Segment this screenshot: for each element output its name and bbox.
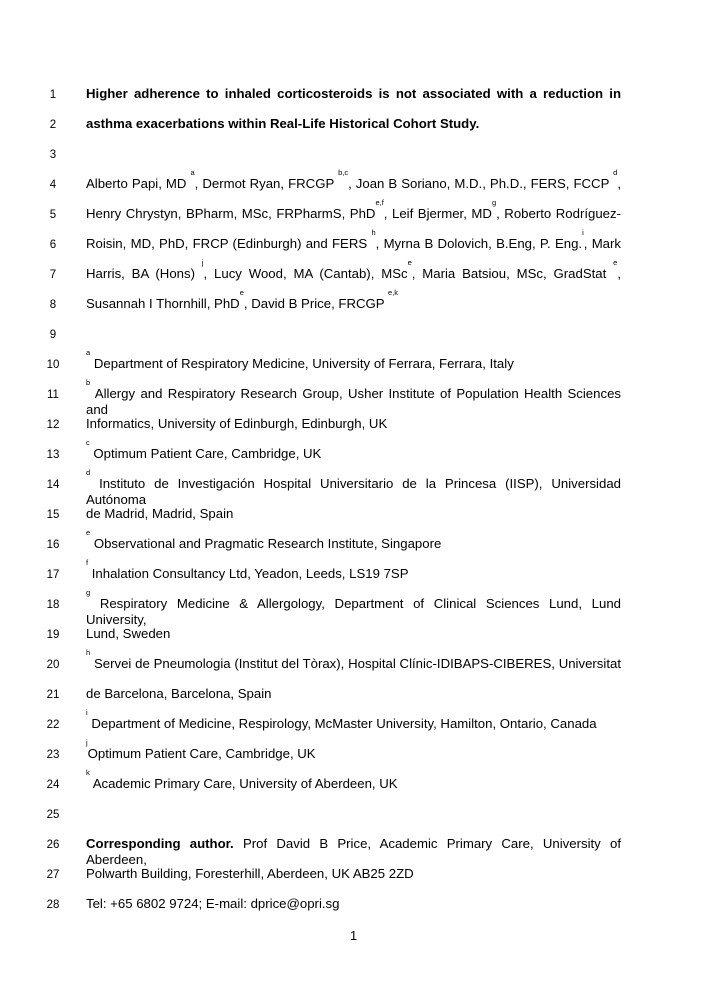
author-line-1: Alberto Papi, MD $^a$, Dermot Ryan, FRCGP $^{b,c}$, Joan B Soriano, M.D., Ph.D., FERS, FCCP $^d$, bbox=[86, 168, 622, 191]
line-number: 19 bbox=[46, 629, 60, 641]
line-number: 17 bbox=[46, 569, 60, 581]
line-number: 24 bbox=[46, 779, 60, 791]
line-number: 2 bbox=[49, 119, 57, 131]
affiliation-h: $^h$ Servei de Pneumologia (Institut del Tòrax), Hospital Clínic-IDIBAPS-CIBERES, Universitat bbox=[86, 648, 621, 671]
line-number: 22 bbox=[46, 719, 60, 731]
line-number: 15 bbox=[46, 509, 60, 521]
paper-title-line-1: Higher adherence to inhaled corticosteroids is not associated with a reduction in bbox=[86, 86, 621, 101]
line-number: 27 bbox=[46, 869, 60, 881]
corresponding-contact: Tel: +65 6802 9724; E-mail: dprice@opri.sg bbox=[86, 896, 340, 911]
line-number: 25 bbox=[46, 809, 60, 821]
paper-title-line-2: asthma exacerbations within Real-Life Historical Cohort Study. bbox=[86, 116, 480, 131]
line-number: 18 bbox=[46, 599, 60, 611]
affiliation-b: $^b$ Allergy and Respiratory Research Group, Usher Institute of Population Health Sciences and bbox=[86, 378, 622, 417]
affiliation-a: $^a$ Department of Respiratory Medicine, University of Ferrara, Ferrara, Italy bbox=[86, 348, 514, 371]
line-number: 23 bbox=[46, 749, 60, 761]
line-number: 4 bbox=[49, 179, 57, 191]
affiliation-e: $^e$ Observational and Pragmatic Research Institute, Singapore bbox=[86, 528, 442, 551]
corresponding-address: Polwarth Building, Foresterhill, Aberdeen, UK AB25 2ZD bbox=[86, 866, 414, 881]
affiliation-h-cont: de Barcelona, Barcelona, Spain bbox=[86, 686, 272, 701]
author-line-3: Roisin, MD, PhD, FRCP (Edinburgh) and FERS $^h$, Myrna B Dolovich, B.Eng, P. Eng.$^i$, Mark bbox=[86, 228, 622, 251]
line-number: 12 bbox=[46, 419, 60, 431]
author-line-4: Harris, BA (Hons) $^j$, Lucy Wood, MA (Cantab), MSc$^e$, Maria Batsiou, MSc, GradStat $^e$, bbox=[86, 258, 621, 281]
page-number: 1 bbox=[349, 928, 358, 943]
line-number: 28 bbox=[46, 899, 60, 911]
line-number: 1 bbox=[49, 89, 57, 101]
line-number: 10 bbox=[46, 359, 60, 371]
line-number: 14 bbox=[46, 479, 60, 491]
corresponding-author: Corresponding author. Prof David B Price, Academic Primary Care, University of Aberdeen, bbox=[86, 836, 621, 867]
line-number: 7 bbox=[49, 269, 57, 281]
affiliation-j: $^j$Optimum Patient Care, Cambridge, UK bbox=[86, 738, 316, 761]
line-number: 16 bbox=[46, 539, 60, 551]
line-number: 9 bbox=[49, 329, 57, 341]
line-number: 20 bbox=[46, 659, 60, 671]
author-line-2: Henry Chrystyn, BPharm, MSc, FRPharmS, PhD$^{e,f}$, Leif Bjermer, $MD^g$, Roberto Rodríguez- bbox=[86, 198, 621, 221]
line-number: 11 bbox=[47, 389, 59, 401]
line-number: 6 bbox=[49, 239, 57, 251]
line-number: 13 bbox=[46, 449, 60, 461]
affiliation-b-cont: Informatics, University of Edinburgh, Edinburgh, UK bbox=[86, 416, 388, 431]
affiliation-c: $^c$ Optimum Patient Care, Cambridge, UK bbox=[86, 438, 322, 461]
line-number: 8 bbox=[49, 299, 57, 311]
line-number: 5 bbox=[49, 209, 57, 221]
line-number: 3 bbox=[49, 149, 57, 161]
line-number: 21 bbox=[46, 689, 60, 701]
corresponding-label: Corresponding author. bbox=[86, 836, 234, 851]
affiliation-f: $^f$ Inhalation Consultancy Ltd, Yeadon, Leeds, LS19 7SP bbox=[86, 558, 409, 581]
line-number: 26 bbox=[46, 839, 60, 851]
affiliation-d: $^d$ Instituto de Investigación Hospital Universitario de la Princesa (IISP), Universidad Autónoma bbox=[86, 468, 621, 507]
affiliation-i: $^i$ Department of Medicine, Respirology, McMaster University, Hamilton, Ontario, Canada bbox=[86, 708, 597, 731]
affiliation-g: $^g$ Respiratory Medicine & Allergology, Department of Clinical Sciences Lund, Lund University, bbox=[86, 588, 621, 627]
affiliation-d-cont: de Madrid, Madrid, Spain bbox=[86, 506, 234, 521]
author-line-5: Susannah I Thornhill, PhD$^e$, David B Price, FRCGP $^{e,k}$ bbox=[86, 288, 399, 311]
affiliation-k: $^k$ Academic Primary Care, University of Aberdeen, UK bbox=[86, 768, 398, 791]
affiliation-g-cont: Lund, Sweden bbox=[86, 626, 171, 641]
